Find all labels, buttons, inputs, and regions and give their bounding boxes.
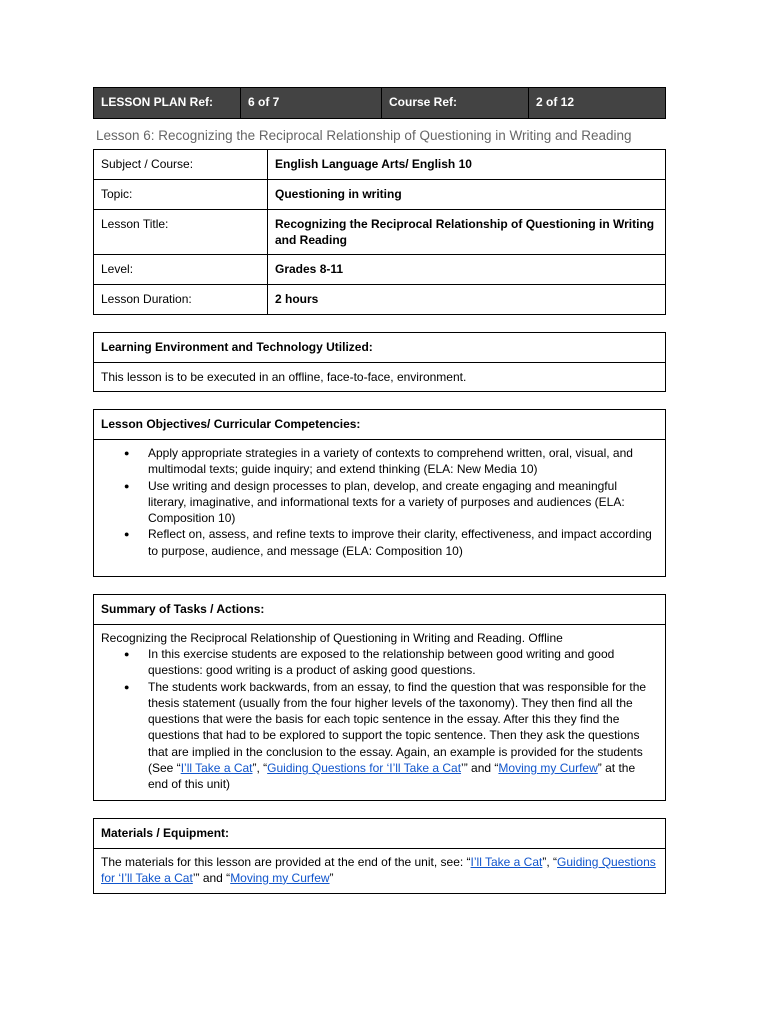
environment-text: This lesson is to be executed in an offline, face-to-face, environment. [94,363,666,392]
lesson-plan-ref-value: 6 of 7 [241,88,382,119]
subject-label: Subject / Course: [94,150,268,180]
level-label: Level: [94,255,268,285]
materials-text: The materials for this lesson are provided at the end of the unit, see: “ [101,854,471,869]
environment-table [93,332,666,392]
objective-item: ● Use writing and design processes to plan, develop, and create engaging and meaningful literary, imaginative, and informational texts for a variety of purposes and audiences (ELA: Composition 10) [148,478,658,527]
guiding-questions-link[interactable]: Guiding Questions for ‘I’ll Take a Cat [101,854,656,885]
level-value: Grades 8-11 [268,255,666,285]
lesson-plan-ref-label: LESSON PLAN Ref: [94,88,241,119]
objectives-heading: Lesson Objectives/ Curricular Competencies: [94,410,666,440]
materials-table [93,818,666,894]
summary-intro: Recognizing the Reciprocal Relationship of Questioning in Writing and Reading. Offline [101,631,563,645]
summary-body [94,625,666,801]
topic-value: Questioning in writing [268,180,666,210]
level-row [94,255,666,285]
course-ref-label: Course Ref: [382,88,529,119]
subject-row [94,150,666,180]
materials-tail: ” [329,870,334,885]
objective-item: ● Apply appropriate strategies in a variety of contexts to comprehend written, oral, visual, and multimodal texts; guide inquiry; and extend thinking (ELA: New Media 10) [148,445,658,478]
duration-row [94,285,666,315]
environment-heading: Learning Environment and Technology Utilized: [94,333,666,363]
lesson-info-table [93,149,666,315]
objectives-body [94,440,666,577]
lesson-title-value: Recognizing the Reciprocal Relationship of Questioning in Writing and Reading [268,210,666,255]
ill-take-a-cat-link[interactable]: I’ll Take a Cat [180,761,253,776]
link-separator: ’” and “ [192,870,231,885]
ill-take-a-cat-link[interactable]: I’ll Take a Cat [470,854,543,869]
duration-value: 2 hours [268,285,666,315]
lesson-title-label: Lesson Title: [94,210,268,255]
link-separator: ’” and “ [461,761,499,776]
topic-row [94,180,666,210]
course-ref-value: 2 of 12 [529,88,666,119]
objectives-list [101,445,658,559]
summary-list [101,646,658,793]
summary-table [93,594,666,801]
lesson-plan-page [93,87,666,894]
moving-my-curfew-link[interactable]: Moving my Curfew [498,761,598,776]
materials-body [94,848,666,893]
materials-heading: Materials / Equipment: [94,818,666,848]
summary-tail: ” at the end of this unit) [148,761,636,792]
guiding-questions-link[interactable]: Guiding Questions for ‘I’ll Take a Cat [267,761,462,776]
lesson-heading: Lesson 6: Recognizing the Reciprocal Relationship of Questioning in Writing and Reading [96,128,632,143]
summary-item [148,679,658,793]
subject-value: English Language Arts/ English 10 [268,150,666,180]
summary-heading: Summary of Tasks / Actions: [94,595,666,625]
objectives-table [93,409,666,577]
summary-item: ● In this exercise students are exposed to the relationship between good writing and good questions: good writing is a product of asking good questions. [148,646,658,679]
moving-my-curfew-link[interactable]: Moving my Curfew [230,870,330,885]
summary-item-text: The students work backwards, from an essay, to find the question that was responsible for the thesis statement (usually from the four higher levels of the taxonomy). They then find all the questions that were the basis for each topic sentence in the essay. After this they find the questions that had to be explored to support the topic sentence. Then they ask the questions that are implied in the conclusion to the essay. Again, an example is provided for the students (See “ [148,679,647,776]
topic-label: Topic: [94,180,268,210]
lesson-title-row [94,210,666,255]
objective-item: ● Reflect on, assess, and refine texts to improve their clarity, effectiveness, and impact according to purpose, audience, and message (ELA: Composition 10) [148,526,658,559]
reference-header-table [93,87,666,119]
link-separator: ”, “ [542,854,558,869]
duration-label: Lesson Duration: [94,285,268,315]
link-separator: ”, “ [252,761,268,776]
